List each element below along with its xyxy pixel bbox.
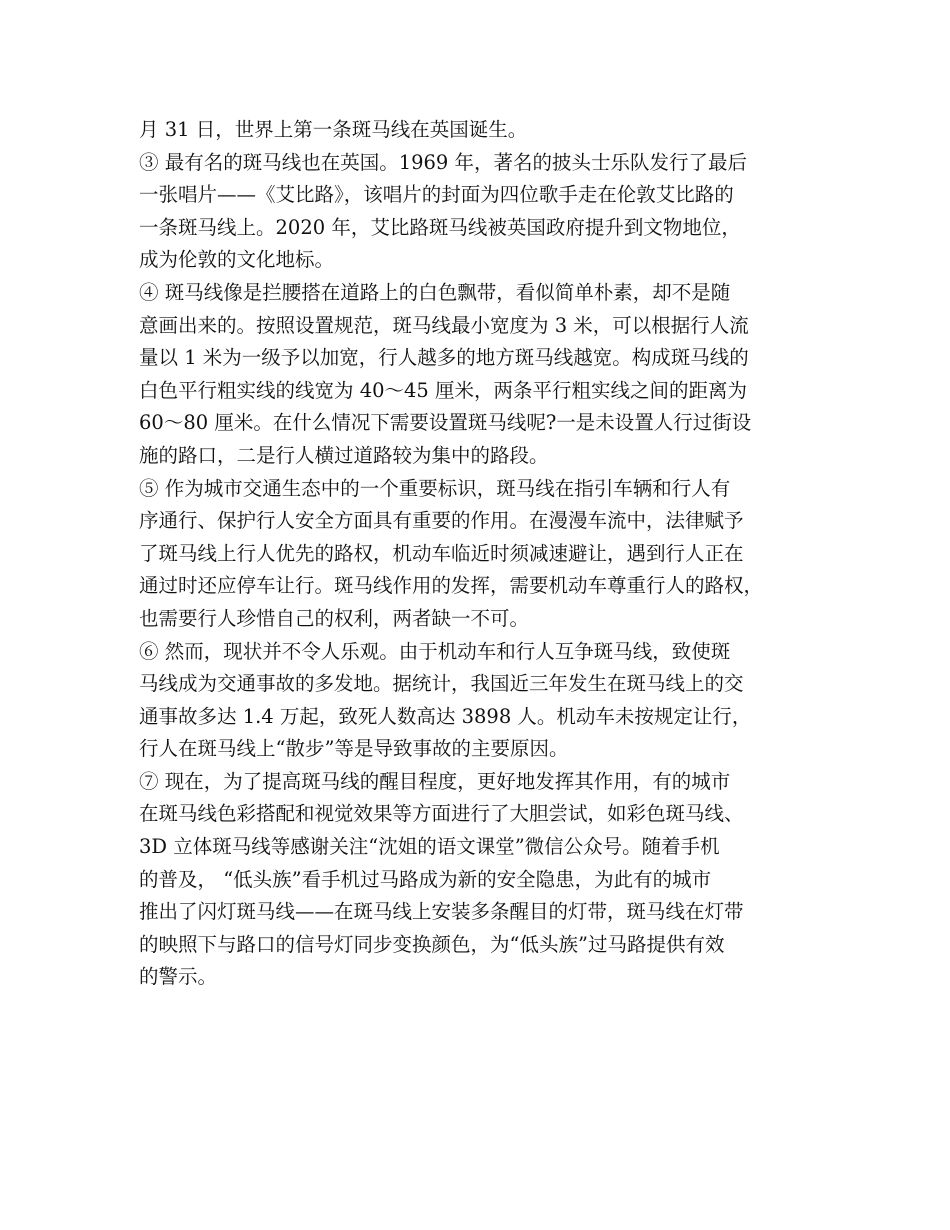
text-line: 量以 1 米为一级予以加宽，行人越多的地方斑马线越宽。构成斑马线的 [139,346,749,370]
text-line: ④ 斑马线像是拦腰搭在道路上的白色飘带，看似简单朴素，却不是随 [139,280,731,304]
text-line: 序通行、保护行人安全方面具有重要的作用。在漫漫车流中，法律赋予 [139,509,744,533]
text-line: 行人在斑马线上“散步”等是导致事故的主要原因。 [139,737,569,761]
text-line: 通事故多达 1.4 万起，致死人数高达 3898 人。机动车未按规定让行， [139,704,752,728]
text-line: ⑤ 作为城市交通生态中的一个重要标识，斑马线在指引车辆和行人有 [139,476,731,500]
text-line: 也需要行人珍惜自己的权利，两者缺一不可。 [139,606,530,630]
text-line: 推出了闪灯斑马线——在斑马线上安装多条醒目的灯带，斑马线在灯带 [139,900,744,924]
text-line: 一张唱片——《艾比路》，该唱片的封面为四位歌手走在伦敦艾比路的 [139,183,734,207]
text-line: 月 31 日，世界上第一条斑马线在英国诞生。 [139,118,528,141]
text-line: 了斑马线上行人优先的路权，机动车临近时须减速避让，遇到行人正在 [139,541,744,565]
article-body [139,114,829,994]
text-line: 的警示。 [139,965,218,989]
text-line: 白色平行粗实线的线宽为 40～45 厘米，两条平行粗实线之间的距离为 [139,378,748,402]
text-line: ⑦ 现在，为了提高斑马线的醒目程度，更好地发挥其作用，有的城市 [139,769,731,793]
text-line: 成为伦敦的文化地标。 [139,248,335,272]
text-line: 施的路口，二是行人横过道路较为集中的路段。 [139,443,549,467]
text-line: ⑥ 然而，现状并不令人乐观。由于机动车和行人互争斑马线，致使斑 [139,639,731,663]
text-line: 的映照下与路口的信号灯同步变换颜色，为“低头族”过马路提供有效 [139,932,725,956]
text-line: 3D 立体斑马线等感谢关注“沈姐的语文课堂”微信公众号。随着手机 [139,835,720,859]
text-line: 在斑马线色彩搭配和视觉效果等方面进行了大胆尝试，如彩色斑马线、 [139,802,744,826]
text-line: 马线成为交通事故的多发地。据统计，我国近三年发生在斑马线上的交 [139,672,744,696]
text-line: 的普及， “低头族”看手机过马路成为新的安全隐患，为此有的城市 [139,867,712,891]
text-line: ③ 最有名的斑马线也在英国。1969 年，著名的披头士乐队发行了最后 [139,150,748,174]
text-line: 一条斑马线上。2020 年，艾比路斑马线被英国政府提升到文物地位， [139,215,741,239]
text-line: 意画出来的。按照设置规范，斑马线最小宽度为 3 米，可以根据行人流 [139,313,749,337]
text-line: 60～80 厘米。在什么情况下需要设置斑马线呢?一是未设置人行过街设 [139,411,752,435]
text-line: 通过时还应停车让行。斑马线作用的发挥，需要机动车尊重行人的路权， [139,574,764,598]
